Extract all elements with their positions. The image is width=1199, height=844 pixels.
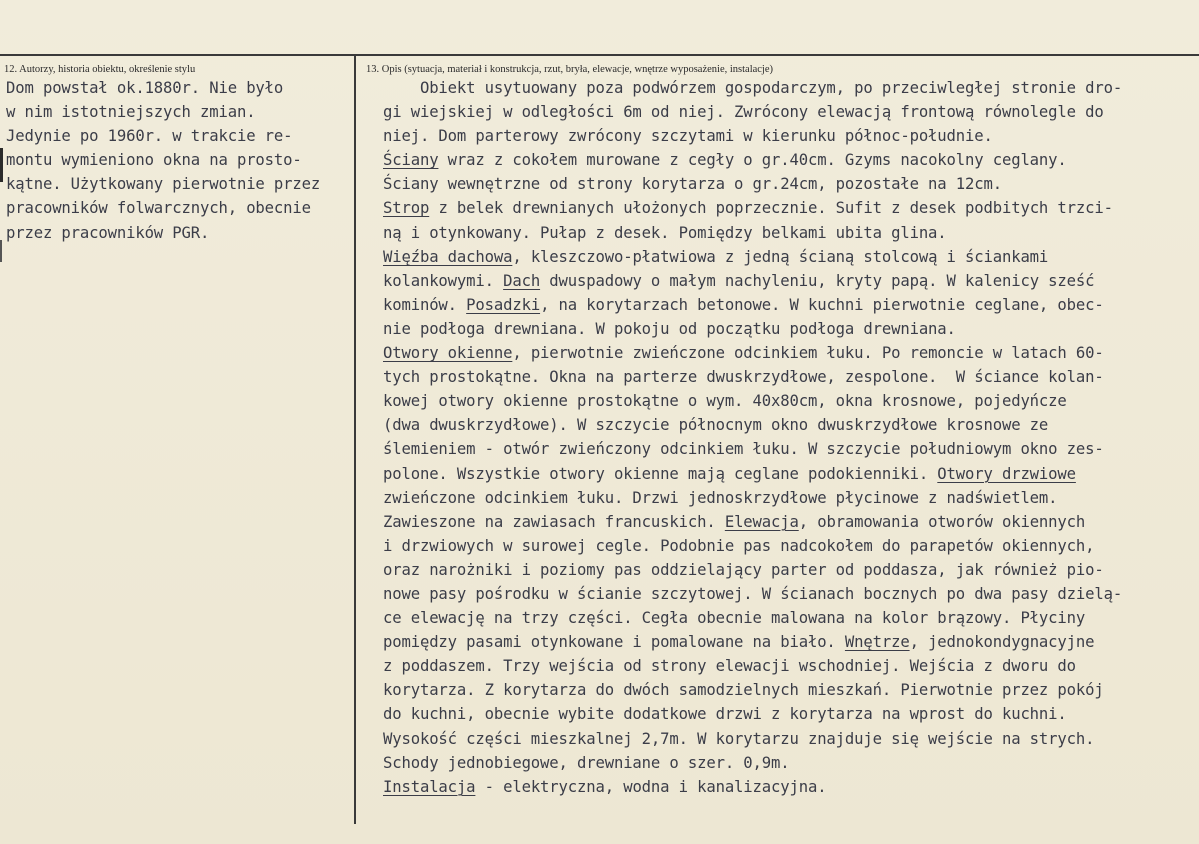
text-line xyxy=(383,76,1195,100)
text-line xyxy=(383,413,1195,437)
text-segment: kominów. xyxy=(383,295,467,314)
top-rule xyxy=(0,54,1199,56)
text-segment: tych prostokątne. Okna na parterze dwuskrzydłowe, zespolone. W ściance kolan- xyxy=(383,368,1104,387)
text-line: Jedynie po 1960r. w trakcie re- xyxy=(6,127,293,146)
text-segment: korytarza. Z korytarza do dwóch samodzielnych mieszkań. Pierwotnie przez pokój xyxy=(383,681,1104,700)
text-line xyxy=(383,221,1195,245)
text-segment: - elektryczna, wodna i kanalizacyjna. xyxy=(475,777,827,796)
text-segment: (dwa dwuskrzydłowe). W szczycie północnym okno dwuskrzydłowe krosnowe ze xyxy=(383,416,1049,435)
text-line xyxy=(383,510,1195,534)
text-segment: nowe pasy pośrodku w ścianie szczytowej. W ścianach bocznych po dwa pasy dzielą- xyxy=(383,584,1123,603)
text-line xyxy=(383,606,1195,630)
text-segment: Zawieszone na zawiasach francuskich. xyxy=(383,512,725,531)
section-12-header: 12. Autorzy, historia obiektu, określenie stylu xyxy=(4,64,196,75)
underlined-heading: Ściany xyxy=(383,151,439,170)
underlined-heading: Więźba dachowa xyxy=(383,247,513,266)
text-segment: gi wiejskiej w odległości 6m od niej. Zwrócony elewacją frontową równolegle do xyxy=(383,103,1104,122)
text-segment: , obramowania otworów okiennych xyxy=(798,512,1086,531)
text-line xyxy=(383,317,1195,341)
text-segment: nie podłoga drewniana. W pokoju od początku podłoga drewniana. xyxy=(383,319,956,338)
text-line xyxy=(383,534,1195,558)
text-line xyxy=(383,678,1195,702)
text-segment: Schody jednobiegowe, drewniane o szer. 0,9m. xyxy=(383,753,790,772)
text-segment: z poddaszem. Trzy wejścia od strony elewacji wschodniej. Wejścia z dworu do xyxy=(383,657,1076,676)
underlined-heading: Otwory drzwiowe xyxy=(937,464,1076,483)
underlined-heading: Instalacja xyxy=(383,777,476,796)
edge-mark xyxy=(0,240,2,262)
text-line: Dom powstał ok.1880r. Nie było xyxy=(6,79,284,97)
text-line xyxy=(383,172,1195,196)
text-segment: ślemieniem - otwór zwieńczony odcinkiem łuku. W szczycie południowym okno zes- xyxy=(383,440,1104,459)
text-segment: , jednokondygnacyjne xyxy=(909,633,1095,652)
text-line xyxy=(383,702,1195,726)
text-line: w nim istotniejszych zmian. xyxy=(6,103,256,122)
underlined-heading: Dach xyxy=(503,271,541,290)
text-line xyxy=(383,196,1195,220)
text-segment: dwuspadowy o małym nachyleniu, kryty papą. W kalenicy sześć xyxy=(540,271,1095,290)
text-line: montu wymieniono okna na prosto- xyxy=(6,151,302,170)
text-line xyxy=(383,437,1195,461)
text-segment: ną i otynkowany. Pułap z desek. Pomiędzy belkami ubita glina. xyxy=(383,223,947,242)
underlined-heading: Posadzki xyxy=(466,295,541,314)
text-segment: kowej otwory okienne prostokątne o wym. 40x80cm, okna krosnowe, pojedyńcze xyxy=(383,392,1067,411)
text-segment: kolankowymi. xyxy=(383,271,504,290)
text-line xyxy=(383,462,1195,486)
edge-mark xyxy=(0,148,3,182)
text-line xyxy=(383,148,1195,172)
text-segment: wraz z cokołem murowane z cegły o gr.40cm. Gzyms nacokolny ceglany. xyxy=(438,151,1067,170)
section-13-text xyxy=(383,76,1195,799)
text-line xyxy=(383,654,1195,678)
underlined-heading: Strop xyxy=(383,199,430,218)
text-segment: , na korytarzach betonowe. W kuchni pierwotnie ceglane, obec- xyxy=(540,295,1104,314)
text-line xyxy=(383,100,1195,124)
text-segment: zwieńczone odcinkiem łuku. Drzwi jednoskrzydłowe płycinowe z nadświetlem. xyxy=(383,488,1058,507)
text-segment: Obiekt usytuowany poza podwórzem gospodarczym, po przeciwległej stronie dro- xyxy=(383,79,1123,97)
text-line xyxy=(383,558,1195,582)
text-line xyxy=(383,365,1195,389)
underlined-heading: Wnętrze xyxy=(844,633,910,652)
section-12-text xyxy=(6,76,352,245)
text-line: kątne. Użytkowany pierwotnie przez xyxy=(6,175,321,194)
text-line xyxy=(383,630,1195,654)
underlined-heading: Elewacja xyxy=(724,512,799,531)
column-divider xyxy=(354,56,356,824)
text-segment: oraz narożniki i poziomy pas oddzielający parter od poddasza, jak również pio- xyxy=(383,560,1104,579)
text-line xyxy=(383,582,1195,606)
text-line xyxy=(383,727,1195,751)
text-line xyxy=(383,269,1195,293)
text-segment: pomiędzy pasami otynkowane i pomalowane na biało. xyxy=(383,633,845,652)
text-segment: niej. Dom parterowy zwrócony szczytami w kierunku północ-południe. xyxy=(383,127,993,146)
text-line xyxy=(383,293,1195,317)
text-line xyxy=(383,124,1195,148)
underlined-heading: Otwory okienne xyxy=(383,344,513,363)
text-line: przez pracowników PGR. xyxy=(6,223,210,242)
text-line xyxy=(383,389,1195,413)
text-segment: i drzwiowych w surowej cegle. Podobnie pas nadcokołem do parapetów okiennych, xyxy=(383,536,1095,555)
text-line xyxy=(383,775,1195,799)
text-line xyxy=(383,245,1195,269)
text-segment: , kleszczowo-płatwiowa z jedną ścianą stolcową i ściankami xyxy=(512,247,1049,266)
text-segment: , pierwotnie zwieńczone odcinkiem łuku. Po remoncie w latach 60- xyxy=(512,344,1104,363)
text-segment: do kuchni, obecnie wybite dodatkowe drzwi z korytarza na wprost do kuchni. xyxy=(383,705,1067,724)
text-segment: Ściany wewnętrzne od strony korytarza o gr.24cm, pozostałe na 12cm. xyxy=(383,175,1002,194)
text-segment: polone. Wszystkie otwory okienne mają ceglane podokienniki. xyxy=(383,464,938,483)
text-segment: Wysokość części mieszkalnej 2,7m. W korytarzu znajduje się wejście na strych. xyxy=(383,729,1095,748)
text-line xyxy=(383,486,1195,510)
text-line xyxy=(383,341,1195,365)
text-segment: z belek drewnianych ułożonych poprzecznie. Sufit z desek podbitych trzci- xyxy=(429,199,1113,218)
text-line: pracowników folwarcznych, obecnie xyxy=(6,199,311,218)
text-line xyxy=(383,751,1195,775)
section-13-header: 13. Opis (sytuacja, materiał i konstrukcja, rzut, bryła, elewacje, wnętrze wyposażenie, instalacje) xyxy=(366,64,774,75)
text-segment: ce elewację na trzy części. Cegła obecnie malowana na kolor brązowy. Płyciny xyxy=(383,609,1086,628)
